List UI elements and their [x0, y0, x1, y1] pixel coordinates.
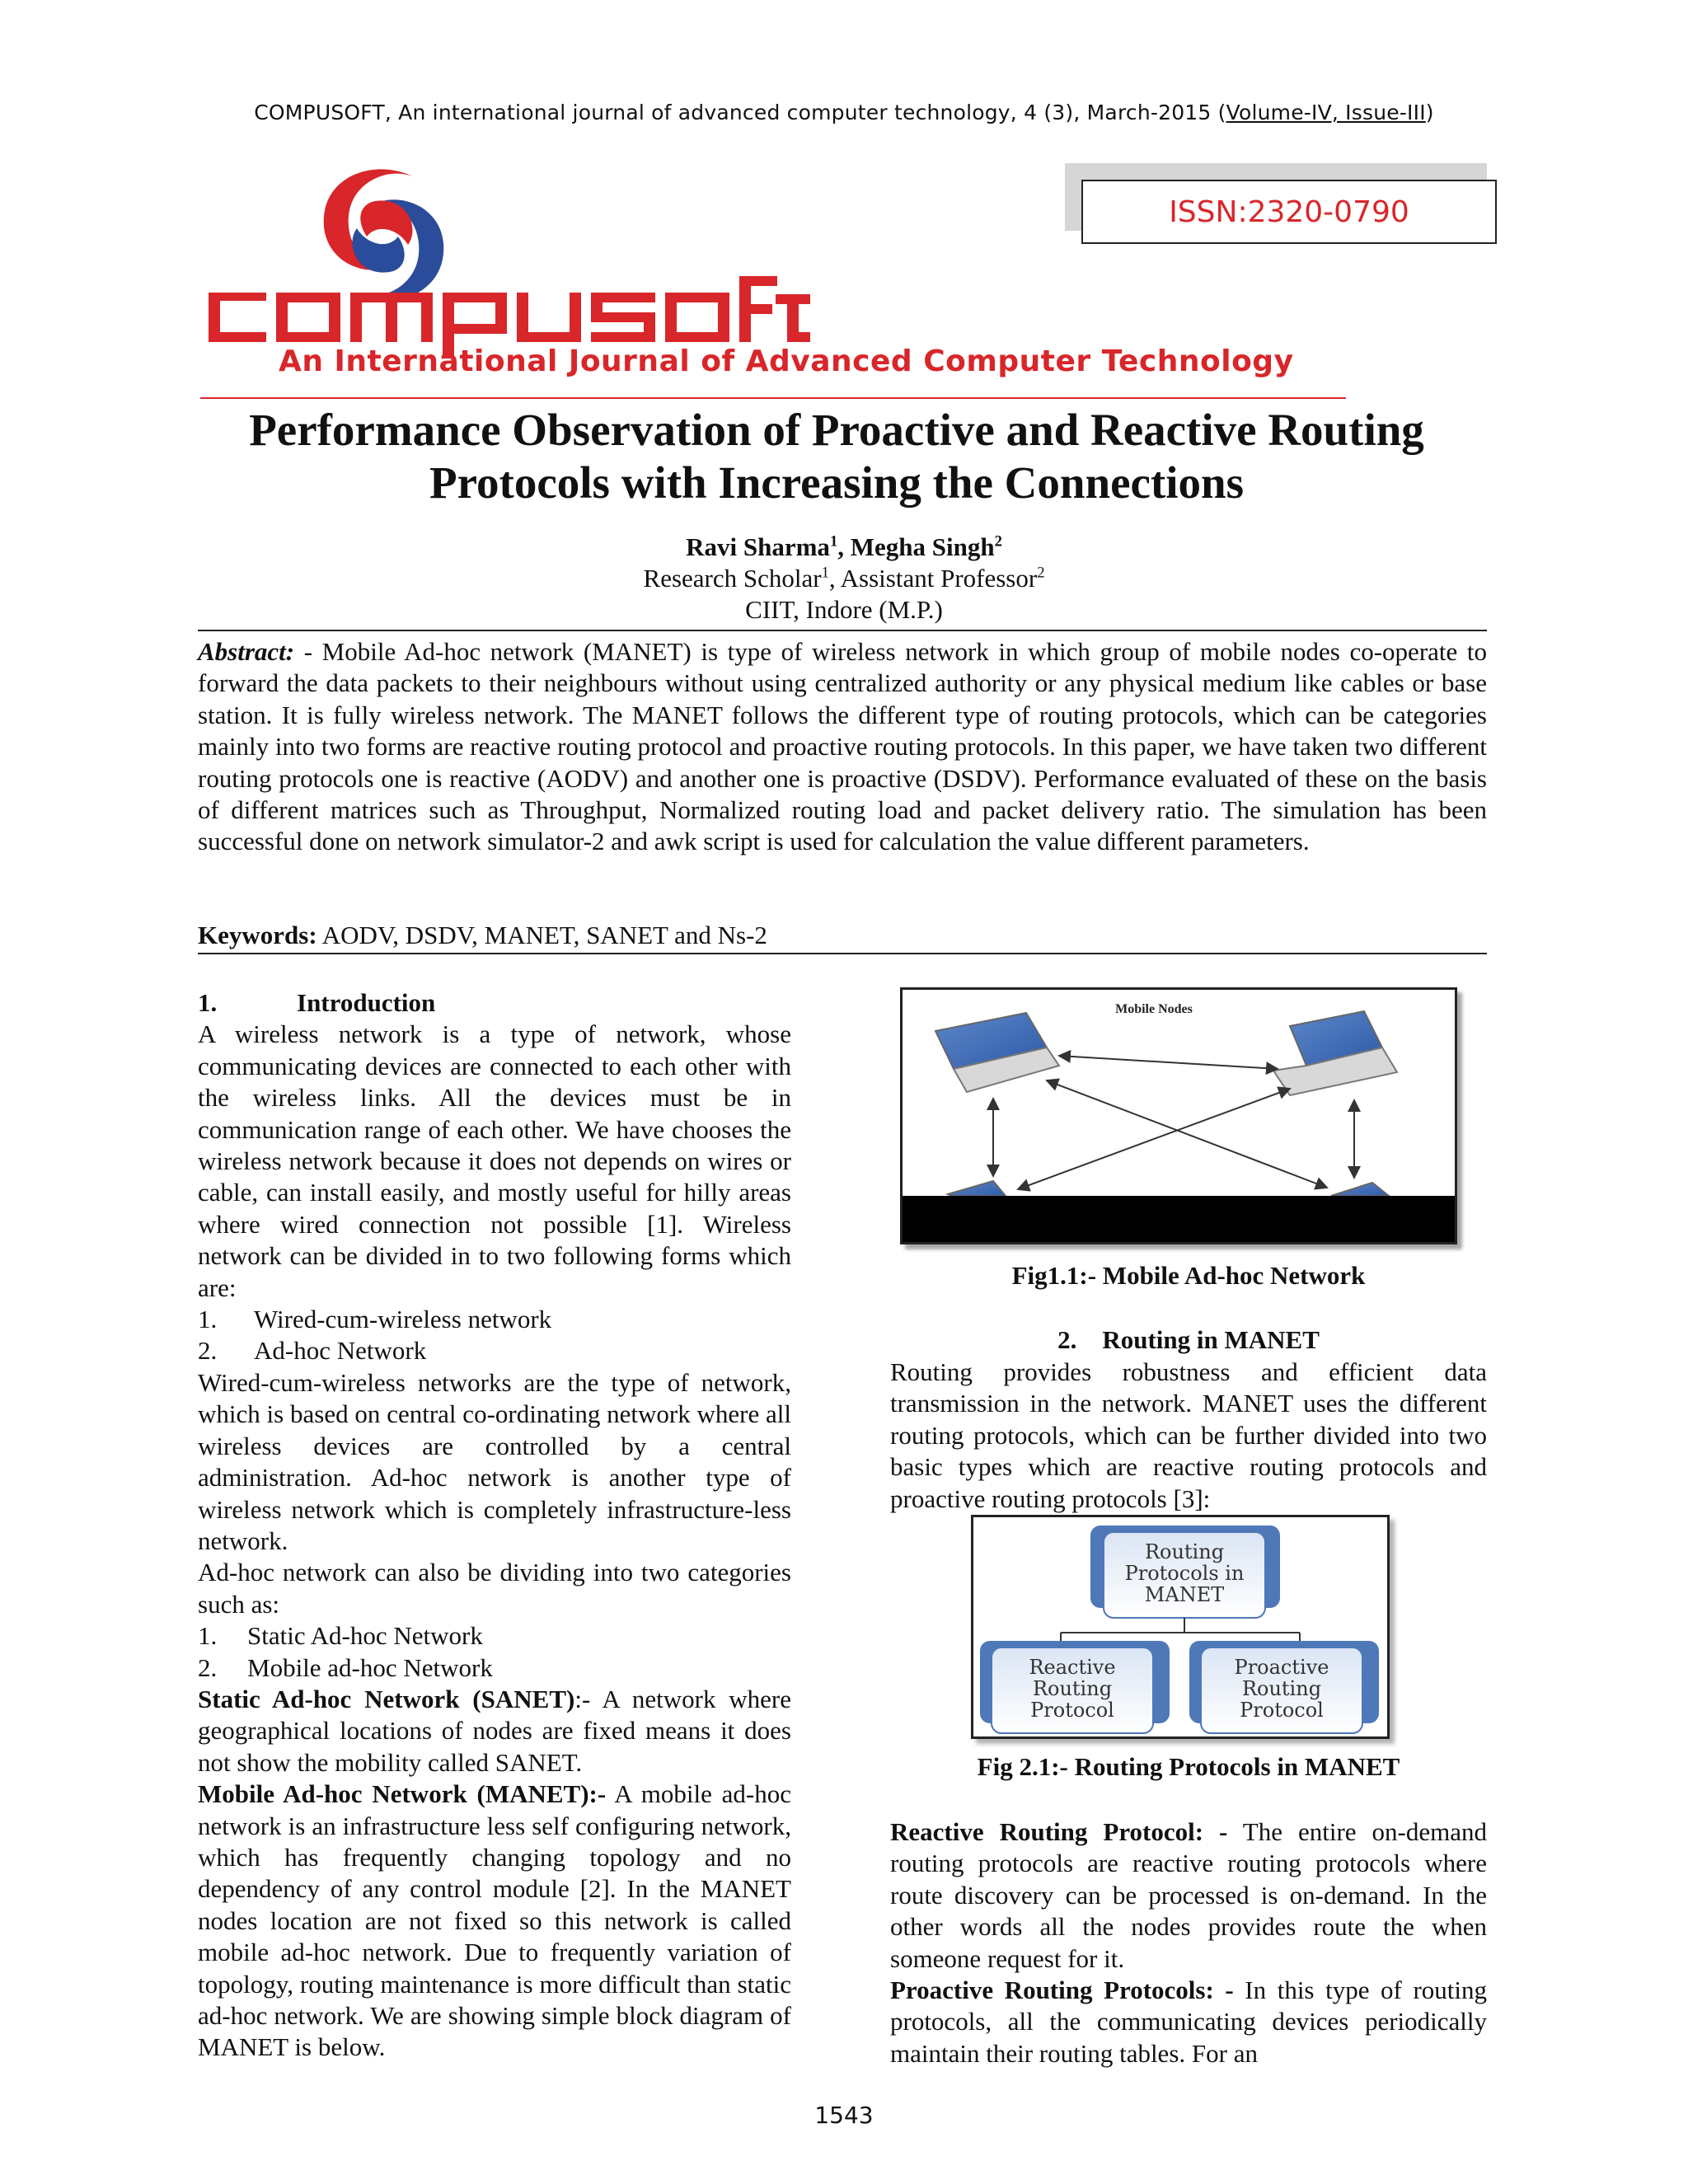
abstract-text: - Mobile Ad-hoc network (MANET) is type of wireless network in which group of mobile nodes co-operate to forward the data packets to their neighbours without using centralized authority or any physical medium like cables or base station. It is fully wireless network. The MANET follows the different type of routing protocols, which can be categories mainly into two forms are reactive routing protocol and proactive routing protocols. In this paper, we have taken two different routing protocols one is reactive (AODV) and another one is proactive (DSDV). Performance evaluated of these on the basis of different matrices such as Throughput, Normalized routing load and packet delivery ratio. The simulation has been successful done on network simulator-2 and awk script is used for calculation the value different parameters.	[198, 637, 1487, 856]
laptop-icon	[1273, 1011, 1397, 1095]
author-affiliation: CIIT, Indore (M.P.)	[745, 595, 943, 624]
author-sep: ,	[837, 532, 851, 561]
reactive-label-3: Protocol	[1030, 1699, 1114, 1722]
manet-text: A mobile ad-hoc network is an infrastructure less self configuring network, which has frequently changing topology and no dependency of any control module [2]. In the MANET nodes location are not fixed so this network is called mobile ad-hoc network. Due to frequently variation of topology, routing maintenance is more difficult than static ad-hoc network. We are showing simple block diagram of MANET is below.	[198, 1779, 792, 2062]
list-text: Static Ad-hoc Network	[247, 1621, 483, 1651]
manet-paragraph	[198, 1779, 791, 2064]
right-column-protocols	[890, 1816, 1487, 2069]
intro-title: Introduction	[297, 988, 436, 1017]
reactive-label-2: Routing	[1032, 1677, 1113, 1700]
reactive-label: Reactive Routing Protocol: -	[890, 1817, 1228, 1846]
sanet-text: :- A network where geographical locations of nodes are fixed means it does not show the mobility called SANET.	[198, 1684, 791, 1777]
reactive-label-1: Reactive	[1029, 1656, 1116, 1679]
list-text: Wired-cum-wireless network	[254, 1305, 552, 1334]
running-header-close: )	[1425, 101, 1434, 124]
list-number: 1.	[198, 1305, 218, 1334]
keywords	[198, 920, 1487, 951]
list-item	[198, 1620, 791, 1652]
mobile-nodes-label: Mobile Nodes	[1115, 1002, 1193, 1016]
intro-number: 1.	[198, 988, 218, 1017]
section-2-heading: 2. Routing in MANET	[1057, 1325, 1320, 1354]
root-label-2: Protocols in	[1124, 1562, 1245, 1585]
list-text: Ad-hoc Network	[254, 1336, 427, 1366]
figure-1-caption: Fig1.1:- Mobile Ad-hoc Network	[1011, 1261, 1366, 1290]
role-2: Assistant Professor	[840, 564, 1038, 593]
proactive-label: Proactive Routing Protocols: -	[890, 1975, 1234, 2005]
laptop-icon	[935, 1013, 1059, 1092]
issn-box: ISSN:2320-0790	[1081, 180, 1497, 244]
rule-below-keywords	[198, 953, 1487, 954]
figure-mobile-nodes	[900, 987, 1457, 1244]
author-2-sup: 2	[994, 532, 1002, 551]
section-2-body	[890, 1357, 1487, 1515]
role-sep: ,	[828, 564, 841, 593]
routing-hierarchy-diagram	[973, 1517, 1387, 1736]
author-1-sup: 1	[829, 532, 838, 551]
intro-paragraph-1: A wireless network is a type of network, whose communicating devices are connected to each other with the wireless links. All the devices must be in communication range of each other. We have chooses the wireless network because it does not depends on wires or cable, can install easily, and mostly useful for hilly areas where wired connection not possible [1]. Wireless network can be divided in to two following forms which are:	[198, 1019, 791, 1302]
role-1-sup: 1	[821, 564, 829, 582]
proactive-label-2: Routing	[1241, 1677, 1322, 1700]
list-number: 1.	[198, 1621, 218, 1651]
intro-paragraph-2: Wired-cum-wireless networks are the type of network, which is based on central co-ordinating network where all wireless devices are controlled by a central administration. Ad-hoc network is another type of wireless network which is completely infrastructure-less network.	[198, 1367, 791, 1555]
reactive-paragraph	[890, 1816, 1487, 1975]
running-header	[0, 101, 1688, 124]
proactive-text: In this type of routing protocols, all the communicating devices periodically maintain their routing tables. For an	[890, 1975, 1487, 2068]
proactive-label-3: Protocol	[1240, 1699, 1324, 1722]
figure-2-caption: Fig 2.1:- Routing Protocols in MANET	[977, 1752, 1400, 1781]
figure-routing-protocols	[971, 1515, 1390, 1739]
abstract-label: Abstract:	[198, 637, 295, 666]
author-2: Megha Singh	[850, 532, 995, 561]
link-line	[1018, 1089, 1290, 1189]
mobile-nodes-diagram	[903, 990, 1455, 1242]
author-1: Ravi Sharma	[686, 532, 830, 561]
link-line	[1059, 1056, 1278, 1069]
proactive-label-1: Proactive	[1234, 1656, 1329, 1679]
paper-title-line-2: Protocols with Increasing the Connections	[429, 457, 1244, 508]
list-item	[198, 1335, 791, 1366]
keywords-text: AODV, DSDV, MANET, SANET and Ns-2	[316, 921, 767, 949]
page-number: 1543	[814, 2102, 874, 2129]
reactive-text: The entire on-demand routing protocols are reactive routing protocols where route discovery can be processed is on-demand. In the other words all the nodes provides route the when someone request for it.	[890, 1817, 1487, 1973]
paper-title-line-1: Performance Observation of Proactive and Reactive Routing	[249, 405, 1424, 455]
abstract	[198, 636, 1487, 858]
running-header-text: COMPUSOFT, An international journal of advanced computer technology, 4 (3), March-2015 (	[254, 101, 1226, 124]
intro-paragraph-3: Ad-hoc network can also be dividing into two categories such as:	[198, 1558, 791, 1619]
role-1: Research Scholar	[643, 564, 822, 593]
laptop-icon	[948, 1181, 1006, 1196]
left-column	[198, 987, 791, 2064]
paper-title	[165, 404, 1508, 509]
list-item	[198, 1304, 791, 1335]
laptop-icon	[1331, 1183, 1389, 1196]
logo-underline	[200, 397, 1346, 399]
keywords-label: Keywords:	[198, 921, 317, 949]
sanet-paragraph	[198, 1684, 791, 1779]
intro-heading	[198, 987, 791, 1019]
author-block	[0, 532, 1688, 626]
author-roles	[0, 563, 1688, 594]
list-item	[198, 1652, 791, 1684]
proactive-paragraph	[890, 1975, 1487, 2069]
root-label-1: Routing	[1144, 1540, 1225, 1563]
section-2-paragraph: Routing provides robustness and efficient data transmission in the network. MANET uses the different routing protocols, which can be further divided into two basic types which are reactive routing protocols and proactive routing protocols [3]:	[890, 1357, 1487, 1513]
list-number: 2.	[198, 1336, 218, 1366]
manet-label: Mobile Ad-hoc Network (MANET):-	[198, 1779, 607, 1809]
link-line	[1047, 1080, 1327, 1188]
logo-tagline: An International Journal of Advanced Computer Technology	[279, 344, 1294, 378]
swirl-emblem-icon	[324, 169, 444, 300]
list-text: Mobile ad-hoc Network	[247, 1652, 493, 1682]
list-number: 2.	[198, 1652, 218, 1682]
root-label-3: MANET	[1144, 1583, 1225, 1606]
sanet-label: Static Ad-hoc Network (SANET)	[198, 1684, 575, 1713]
figure-black-band	[903, 1196, 1455, 1242]
running-header-volume: Volume-IV, Issue-III	[1226, 101, 1426, 124]
rule-above-abstract	[198, 630, 1487, 631]
author-names	[0, 532, 1688, 563]
role-2-sup: 2	[1037, 564, 1045, 582]
